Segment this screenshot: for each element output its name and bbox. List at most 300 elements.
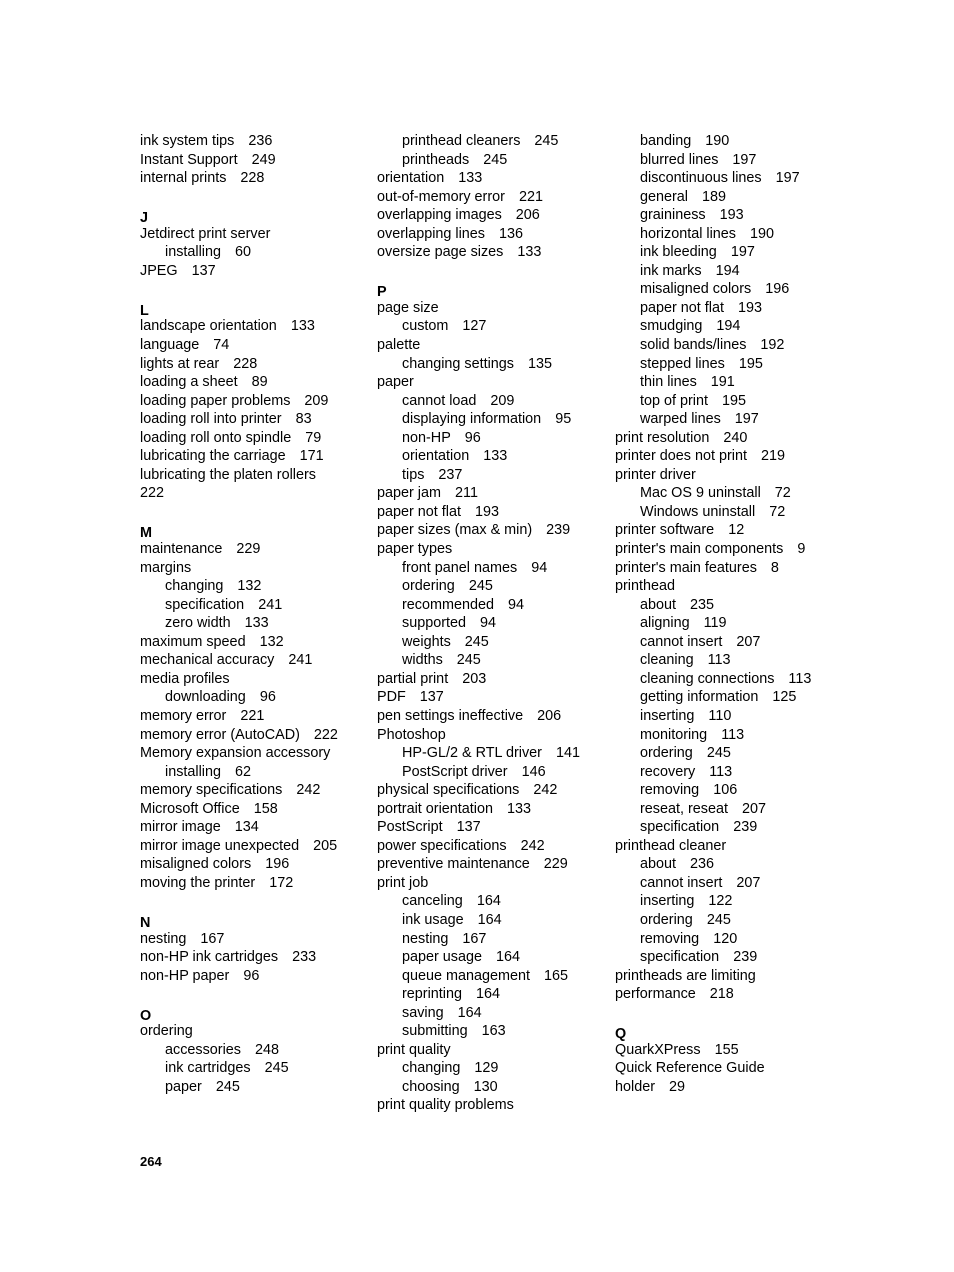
index-subentry [140, 1059, 372, 1078]
index-term: printheads are limiting [615, 967, 756, 984]
index-subentry [615, 874, 847, 893]
index-term: JPEG [140, 262, 178, 279]
index-page-ref: 133 [517, 244, 542, 261]
section-spacer [140, 892, 372, 911]
index-term: blurred lines [640, 151, 719, 168]
index-term: stepped lines [640, 355, 725, 372]
index-page-ref: 245 [483, 151, 508, 168]
index-subentry [377, 596, 609, 615]
index-page-ref: 209 [490, 392, 515, 409]
index-page-ref: 195 [722, 392, 747, 409]
index-term: printer driver [615, 466, 696, 483]
index-entry [377, 781, 609, 800]
index-subentry [377, 985, 609, 1004]
index-page-ref: 133 [290, 318, 315, 335]
index-term: changing settings [402, 355, 515, 372]
index-subentry [615, 855, 847, 874]
index-entry [377, 503, 609, 522]
index-page-ref: 141 [555, 745, 580, 762]
index-subentry [377, 317, 609, 336]
index-term: memory error [140, 707, 227, 724]
index-term: loading roll onto spindle [140, 429, 292, 446]
index-term: solid bands/lines [640, 337, 747, 354]
index-entry [140, 151, 372, 170]
index-term: paper [377, 374, 414, 391]
index-subentry [615, 651, 847, 670]
index-subentry [377, 967, 609, 986]
index-page-ref: 209 [304, 392, 329, 409]
index-term: Instant Support [140, 151, 238, 168]
index-subentry [140, 1078, 372, 1097]
index-page-ref: 129 [474, 1060, 499, 1077]
index-subentry [615, 911, 847, 930]
index-term: top of print [640, 392, 708, 409]
index-term: inserting [640, 707, 695, 724]
index-page-ref: 221 [240, 707, 265, 724]
index-entry [140, 373, 372, 392]
index-subentry [615, 280, 847, 299]
index-term: physical specifications [377, 782, 520, 799]
index-entry [377, 540, 609, 559]
index-page-ref: 207 [736, 874, 761, 891]
index-column-3 [615, 132, 847, 1096]
index-subentry [615, 188, 847, 207]
index-term: installing [165, 244, 221, 261]
index-page-ref: 106 [713, 782, 738, 799]
index-page-ref: 245 [468, 578, 493, 595]
index-term: cleaning [640, 652, 694, 669]
index-term: queue management [402, 967, 531, 984]
index-term: horizontal lines [640, 225, 736, 242]
index-page-ref: 158 [253, 800, 278, 817]
index-entry [140, 855, 372, 874]
index-page-ref: 197 [775, 170, 800, 187]
index-page-ref: 9 [797, 541, 806, 558]
index-page-ref: 165 [544, 967, 569, 984]
index-page-ref: 132 [259, 633, 284, 650]
index-subentry [615, 726, 847, 745]
index-subentry [377, 1004, 609, 1023]
index-term: non-HP paper [140, 967, 230, 984]
index-term: displaying information [402, 411, 542, 428]
index-term: performance [615, 986, 696, 1003]
index-term: submitting [402, 1023, 468, 1040]
index-subentry [377, 1022, 609, 1041]
index-subentry [377, 763, 609, 782]
index-subentry [377, 429, 609, 448]
index-subentry [615, 206, 847, 225]
index-page-ref: 136 [499, 225, 524, 242]
index-page-ref: 196 [765, 281, 790, 298]
index-page-ref: 228 [240, 170, 265, 187]
index-page-ref: 29 [669, 1078, 686, 1095]
index-column-2 [377, 132, 609, 1115]
index-term: misaligned colors [140, 856, 252, 873]
index-term: language [140, 337, 200, 354]
index-term: zero width [165, 615, 231, 632]
index-term: nesting [402, 930, 449, 947]
index-term: installing [165, 763, 221, 780]
index-page-ref: 72 [769, 503, 786, 520]
index-term: printer does not print [615, 448, 747, 465]
index-subentry [615, 633, 847, 652]
index-page-ref: 242 [520, 837, 545, 854]
index-term: lights at rear [140, 355, 220, 372]
index-subentry [615, 355, 847, 374]
index-term: inserting [640, 893, 695, 910]
index-term: getting information [640, 689, 759, 706]
index-page-ref: 245 [706, 911, 731, 928]
index-page-ref: 194 [716, 318, 741, 335]
index-entry [377, 521, 609, 540]
index-term: changing [165, 578, 224, 595]
index-term: paper sizes (max & min) [377, 522, 533, 539]
index-subentry [615, 151, 847, 170]
index-page-ref: 239 [733, 949, 758, 966]
index-entry [377, 1041, 609, 1060]
index-term: cleaning connections [640, 670, 775, 687]
index-subentry [377, 151, 609, 170]
index-term: print quality problems [377, 1097, 514, 1114]
index-subentry [615, 392, 847, 411]
index-term: ink system tips [140, 133, 235, 149]
index-entry [140, 336, 372, 355]
index-subentry [615, 317, 847, 336]
index-term: downloading [165, 689, 246, 706]
index-subentry [615, 744, 847, 763]
index-entry [140, 559, 372, 578]
index-entry [377, 336, 609, 355]
index-term: non-HP [402, 429, 451, 446]
index-term: oversize page sizes [377, 244, 504, 261]
index-term: memory specifications [140, 782, 283, 799]
index-term: non-HP ink cartridges [140, 949, 279, 966]
index-entry [140, 429, 372, 448]
index-term: loading roll into printer [140, 411, 282, 428]
index-page-ref: 245 [264, 1060, 289, 1077]
index-subentry [615, 948, 847, 967]
index-term: holder [615, 1078, 656, 1095]
index-page-ref: 189 [702, 188, 727, 205]
index-entry [140, 466, 372, 485]
index-term: paper jam [377, 485, 441, 502]
index-term: aligning [640, 615, 690, 632]
index-page-ref: 127 [462, 318, 487, 335]
index-term: print job [377, 874, 429, 891]
index-term: thin lines [640, 374, 697, 391]
section-spacer [140, 503, 372, 522]
index-term: ordering [640, 745, 693, 762]
index-term: lubricating the platen rollers [140, 466, 316, 483]
page-number: 264 [140, 1154, 162, 1169]
index-entry [140, 651, 372, 670]
index-entry [377, 688, 609, 707]
index-page-ref: 164 [476, 893, 501, 910]
index-page-ref: 155 [714, 1041, 739, 1058]
index-page-ref: 96 [464, 429, 481, 446]
index-page-ref: 197 [730, 244, 755, 261]
index-page-ref: 94 [531, 559, 548, 576]
index-entry [615, 521, 847, 540]
index-entry [615, 577, 847, 596]
index-term: monitoring [640, 726, 708, 743]
index-term: Quick Reference Guide [615, 1060, 765, 1077]
index-page-ref: 248 [254, 1041, 279, 1058]
index-page-ref: 203 [462, 670, 487, 687]
index-entry [377, 800, 609, 819]
index-term: smudging [640, 318, 703, 335]
index-page-ref: 171 [299, 448, 324, 465]
index-page-ref: 113 [788, 670, 812, 687]
index-entry [615, 540, 847, 559]
index-subentry [615, 132, 847, 151]
index-page-ref: 221 [518, 188, 543, 205]
index-page-ref: 96 [243, 967, 260, 984]
index-term: reseat, reseat [640, 800, 728, 817]
index-term: moving the printer [140, 874, 256, 891]
index-term: weights [402, 633, 451, 650]
index-page-ref: 133 [483, 448, 508, 465]
index-term: ordering [140, 1023, 193, 1040]
index-subentry [140, 763, 372, 782]
index-subentry [615, 670, 847, 689]
index-term: printer's main features [615, 559, 757, 576]
index-page-ref: 242 [296, 782, 321, 799]
index-term: paper not flat [640, 299, 725, 316]
index-entry [140, 818, 372, 837]
index-page-ref: 245 [464, 633, 489, 650]
index-term: loading a sheet [140, 374, 238, 391]
index-term: ordering [640, 911, 693, 928]
index-page-ref: 72 [774, 485, 791, 502]
index-subentry [615, 800, 847, 819]
index-term: lubricating the carriage [140, 448, 286, 465]
index-page-ref: 249 [251, 151, 276, 168]
index-entry [140, 410, 372, 429]
index-entry [615, 837, 847, 856]
index-page-ref: 192 [760, 337, 785, 354]
index-term: printheads [402, 151, 470, 168]
index-page-ref: 113 [707, 652, 731, 669]
index-subentry [377, 892, 609, 911]
index-term: landscape orientation [140, 318, 277, 335]
index-entry [140, 874, 372, 893]
index-page-ref: 242 [533, 782, 558, 799]
section-letter-heading: J [140, 210, 149, 227]
index-subentry [615, 763, 847, 782]
index-subentry [615, 818, 847, 837]
index-page-ref: 113 [709, 763, 733, 780]
index-term: PostScript driver [402, 763, 508, 780]
index-term: PostScript [377, 819, 443, 836]
index-entry [377, 373, 609, 392]
index-subentry [377, 132, 609, 151]
index-entry [615, 559, 847, 578]
index-term: custom [402, 318, 449, 335]
index-entry [377, 874, 609, 893]
index-page-ref: 233 [292, 949, 317, 966]
section-letter-heading: P [377, 284, 387, 301]
index-page-ref: 207 [736, 633, 761, 650]
index-entry [377, 169, 609, 188]
index-term: mirror image unexpected [140, 837, 300, 854]
index-page-ref: 133 [507, 800, 532, 817]
index-subentry [615, 410, 847, 429]
index-term: page size [377, 299, 439, 316]
index-term: accessories [165, 1041, 241, 1058]
index-page-ref: 137 [419, 689, 444, 706]
index-page-ref: 237 [438, 466, 463, 483]
index-page-ref: 229 [543, 856, 568, 873]
index-entry [140, 800, 372, 819]
index-entry [140, 967, 372, 986]
index-term: Windows uninstall [640, 503, 756, 520]
index-term: changing [402, 1060, 461, 1077]
index-term: memory error (AutoCAD) [140, 726, 300, 743]
index-entry [615, 985, 847, 1004]
index-page-ref: 190 [750, 225, 775, 242]
index-term: margins [140, 559, 192, 576]
index-page-ref: 94 [480, 615, 497, 632]
index-entry [377, 818, 609, 837]
index-term: specification [640, 949, 720, 966]
index-entry [377, 855, 609, 874]
index-page-ref: 245 [534, 133, 559, 149]
index-page-ref: 206 [515, 207, 540, 224]
index-page-ref: 190 [705, 133, 730, 149]
index-term: out-of-memory error [377, 188, 505, 205]
index-entry [377, 707, 609, 726]
index-page-ref: 236 [248, 133, 273, 149]
index-term: PDF [377, 689, 406, 706]
index-page-ref: 197 [732, 151, 757, 168]
index-term: about [640, 596, 677, 613]
index-term: printhead cleaner [615, 837, 727, 854]
index-page-ref: 194 [715, 262, 740, 279]
section-spacer [377, 262, 609, 281]
section-letter-heading: L [140, 302, 149, 319]
index-page-ref: 235 [690, 596, 715, 613]
index-page-ref: 167 [200, 930, 225, 947]
index-subentry [377, 948, 609, 967]
section-spacer [615, 1004, 847, 1023]
index-term: reprinting [402, 986, 462, 1003]
index-page-ref: 119 [703, 615, 727, 632]
index-subentry [615, 243, 847, 262]
index-subentry [615, 169, 847, 188]
index-term: palette [377, 337, 421, 354]
index-term: 222 [140, 485, 165, 502]
index-term: canceling [402, 893, 463, 910]
index-entry [140, 132, 372, 151]
section-letter-heading: O [140, 1007, 152, 1024]
index-term: recommended [402, 596, 494, 613]
index-page-ref: 163 [481, 1023, 506, 1040]
index-entry [140, 670, 372, 689]
index-page-ref: 132 [237, 578, 262, 595]
index-page-ref: 110 [708, 707, 732, 724]
index-subentry [615, 781, 847, 800]
index-entry [140, 744, 372, 763]
index-term: ink cartridges [165, 1060, 251, 1077]
index-entry [140, 930, 372, 949]
index-term: specification [640, 819, 720, 836]
index-term: supported [402, 615, 467, 632]
index-subentry [377, 930, 609, 949]
index-page-ref: 79 [305, 429, 322, 446]
index-subentry [377, 614, 609, 633]
section-letter-heading: Q [615, 1026, 627, 1043]
index-subentry [615, 614, 847, 633]
index-term: Jetdirect print server [140, 225, 271, 242]
index-page-ref: 125 [772, 689, 797, 706]
index-entry [140, 633, 372, 652]
index-page-ref: 205 [313, 837, 338, 854]
index-term: portrait orientation [377, 800, 493, 817]
index-entry [140, 447, 372, 466]
index-term: banding [640, 133, 692, 149]
index-page-ref: 241 [258, 596, 283, 613]
index-page-ref: 146 [521, 763, 546, 780]
index-page-ref: 211 [455, 485, 478, 502]
index-entry [377, 225, 609, 244]
index-entry [377, 670, 609, 689]
index-subentry [377, 447, 609, 466]
index-subentry [377, 392, 609, 411]
index-term: warped lines [640, 411, 721, 428]
index-page-ref: 206 [537, 707, 562, 724]
index-entry [615, 466, 847, 485]
index-page-ref: 167 [462, 930, 487, 947]
index-term: discontinuous lines [640, 170, 762, 187]
index-subentry [615, 299, 847, 318]
index-term: print resolution [615, 429, 710, 446]
index-page-ref: 164 [477, 911, 502, 928]
index-entry [377, 726, 609, 745]
index-page-ref: 164 [457, 1004, 482, 1021]
index-term: removing [640, 782, 700, 799]
index-entry [377, 1096, 609, 1115]
index-page-ref: 130 [473, 1078, 498, 1095]
index-term: print quality [377, 1041, 451, 1058]
index-subentry [377, 1078, 609, 1097]
index-term: general [640, 188, 689, 205]
index-term: mechanical accuracy [140, 652, 275, 669]
index-page-ref: 95 [555, 411, 572, 428]
index-page-ref: 60 [235, 244, 252, 261]
index-entry [140, 837, 372, 856]
index-subentry [615, 688, 847, 707]
index-entry [140, 392, 372, 411]
index-term: paper types [377, 541, 453, 558]
index-page-ref: 122 [708, 893, 733, 910]
index-term: recovery [640, 763, 696, 780]
index-subentry [377, 466, 609, 485]
index-page-ref: 164 [476, 986, 501, 1003]
index-term: orientation [377, 170, 445, 187]
index-page-ref: 228 [233, 355, 258, 372]
index-term: QuarkXPress [615, 1041, 701, 1058]
index-page-ref: 89 [251, 374, 268, 391]
index-term: ink marks [640, 262, 702, 279]
index-entry [140, 948, 372, 967]
index-entry [615, 967, 847, 986]
index-page-ref: 207 [742, 800, 767, 817]
index-term: about [640, 856, 677, 873]
index-term: specification [165, 596, 245, 613]
index-subentry [377, 911, 609, 930]
index-term: choosing [402, 1078, 460, 1095]
